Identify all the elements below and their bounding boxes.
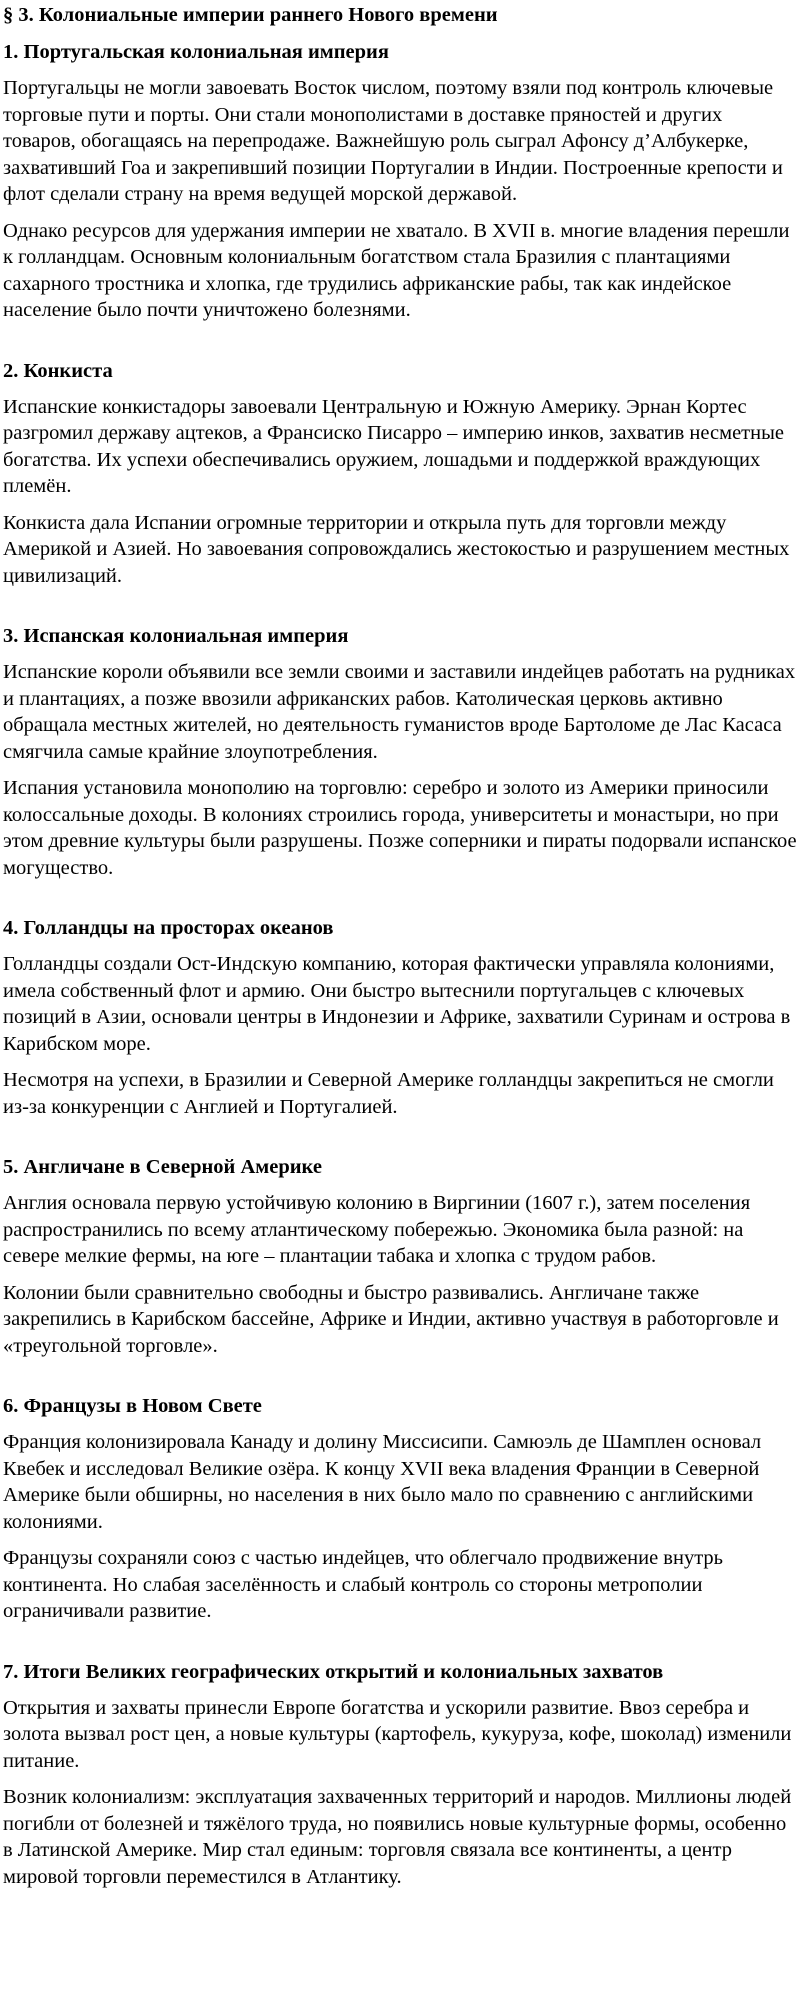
section-heading: 2. Конкиста	[3, 359, 113, 382]
paragraph: Конкиста дала Испании огромные территории и открыла путь для торговли между Америкой и Азией. Но завоевания сопровождались жестокостью и разрушением местных цивилизаций.	[3, 511, 790, 587]
paragraph: Французы сохраняли союз с частью индейцев, что облегчало продвижение внутрь континента. Но слабая заселённость и слабый контроль со стороны метрополии ограничивали развитие.	[3, 1547, 724, 1622]
page-title: § 3. Колониальные империи раннего Нового времени	[3, 4, 498, 26]
section-dutch	[3, 915, 797, 1120]
paragraph: Возник колониализм: эксплуатация захваченных территорий и народов. Миллионы людей погибли от болезней и тяжёлого труда, но появились новые культурные формы, особенно в Латинской Америке. Мир стал единым: торговля связала все континенты, а центр мировой торговли переместился в Атлантику.	[3, 1786, 792, 1888]
paragraph: Испания установила монополию на торговлю: серебро и золото из Америки приносили колоссальные доходы. В колониях строились города, университеты и монастыри, но при этом древние культуры были разрушены. Позже соперники и пираты подорвали испанское могущество.	[3, 777, 797, 879]
paragraph: Однако ресурсов для удержания империи не хватало. В XVII в. многие владения перешли к голландцам. Основным колониальным богатством стала Бразилия с плантациями сахарного тростника и хлопка, где трудились африканские рабы, так как индейское население было почти уничтожено болезнями.	[3, 219, 790, 321]
section-results	[3, 1659, 797, 1891]
section-heading: 7. Итоги Великих географических открытий и колониальных захватов	[3, 1660, 664, 1683]
section-heading: 1. Португальская колониальная империя	[3, 41, 389, 63]
paragraph: Португальцы не могли завоевать Восток числом, поэтому взяли под контроль ключевые торговые пути и порты. Они стали монополистами в доставке пряностей и других товаров, обогащаясь на перепродаже. Важнейшую роль сыграл Афонсу д’Албукерке, захвативший Гоа и закрепивший позиции Португалии в Индии. Построенные крепости и флот сделали страну на время ведущей морской державой.	[3, 77, 783, 205]
paragraph: Англия основала первую устойчивую колонию в Виргинии (1607 г.), затем поселения распространились по всему атлантическому побережью. Экономика была разной: на севере мелкие фермы, на юге – плантации табака и хлопка с трудом рабов.	[3, 1192, 751, 1267]
paragraph: Голландцы создали Ост-Индскую компанию, которая фактически управляла колониями, имела собственный флот и армию. Они быстро вытеснили португальцев с ключевых позиций в Азии, основали центры в Индонезии и Африке, захватили Суринам и острова в Карибском море.	[3, 953, 791, 1055]
section-heading: 3. Испанская колониальная империя	[3, 625, 349, 647]
section-portuguese-empire	[3, 39, 797, 324]
paragraph: Колонии были сравнительно свободны и быстро развивались. Англичане также закрепились в Карибском бассейне, Африке и Индии, активно участвуя в работорговле и «треугольной торговле».	[3, 1281, 779, 1357]
paragraph: Открытия и захваты принесли Европе богатства и ускорили развитие. Ввоз серебра и золота вызвал рост цен, а новые культуры (картофель, кукуруза, кофе, шоколад) изменили питание.	[3, 1696, 792, 1772]
section-french	[3, 1393, 797, 1625]
section-conquista	[3, 358, 797, 590]
section-heading: 6. Французы в Новом Свете	[3, 1395, 262, 1417]
section-spanish-empire	[3, 623, 797, 881]
paragraph: Франция колонизировала Канаду и долину Миссисипи. Самюэль де Шамплен основал Квебек и исследовал Великие озёра. К концу XVII века владения Франции в Северной Америке были обширны, но населения в них было мало по сравнению с английскими колониями.	[3, 1431, 762, 1533]
paragraph: Испанские конкистадоры завоевали Центральную и Южную Америку. Эрнан Кортес разгромил державу ацтеков, а Франсиско Писарро – империю инков, захватив несметные богатства. Их успехи обеспечивались оружием, лошадьми и поддержкой враждующих племён.	[3, 395, 784, 497]
section-heading: 5. Англичане в Северной Америке	[3, 1156, 322, 1178]
section-english	[3, 1154, 797, 1359]
paragraph: Несмотря на успехи, в Бразилии и Северной Америке голландцы закрепиться не смогли из-за конкуренции с Англией и Португалией.	[3, 1069, 774, 1118]
paragraph: Испанские короли объявили все земли своими и заставили индейцев работать на рудниках и плантациях, а позже ввозили африканских рабов. Католическая церковь активно обращала местных жителей, но деятельность гуманистов вроде Бартоломе де Лас Касаса смягчила самые крайние злоупотребления.	[3, 661, 796, 763]
section-heading: 4. Голландцы на просторах океанов	[3, 917, 334, 939]
